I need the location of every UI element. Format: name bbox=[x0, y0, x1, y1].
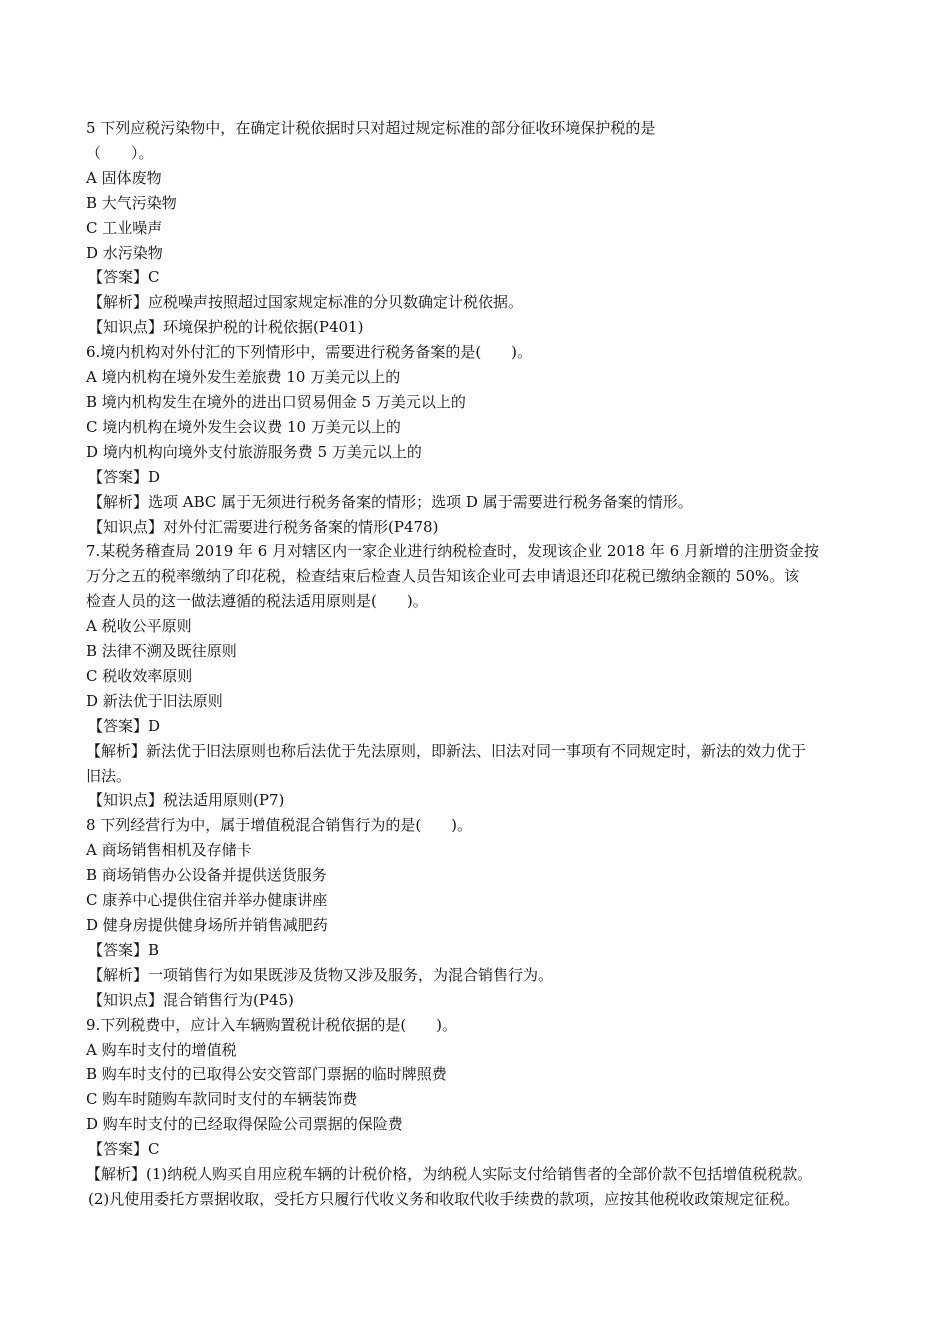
question-7-knowledge: 【知识点】税法适用原则(P7) bbox=[88, 791, 285, 810]
question-9-option-d: D 购车时支付的已经取得保险公司票据的保险费 bbox=[86, 1115, 403, 1134]
question-6-option-d: D 境内机构向境外支付旅游服务费 5 万美元以上的 bbox=[86, 442, 422, 461]
question-7-option-c: C 税收效率原则 bbox=[86, 666, 193, 685]
question-6-stem: 6.境内机构对外付汇的下列情形中，需要进行税务备案的是( )。 bbox=[86, 343, 533, 362]
question-7-analysis-line-2: 旧法。 bbox=[86, 766, 132, 785]
question-7-answer: 【答案】D bbox=[88, 716, 161, 735]
question-8-option-d: D 健身房提供健身场所并销售减肥药 bbox=[86, 916, 328, 934]
question-9-option-a: A 购车时支付的增值税 bbox=[86, 1040, 237, 1059]
question-8-analysis: 【解析】一项销售行为如果既涉及货物又涉及服务，为混合销售行为。 bbox=[88, 965, 554, 984]
question-7-option-a: A 税收公平原则 bbox=[86, 617, 192, 636]
question-5-answer: 【答案】C bbox=[88, 268, 160, 287]
question-9-option-c: C 购车时随购车款同时支付的车辆装饰费 bbox=[86, 1090, 358, 1109]
question-9 bbox=[86, 1013, 876, 1212]
question-7-analysis-line-1: 【解析】新法优于旧法原则也称后法优于先法原则，即新法、旧法对同一事项有不同规定时，新法的效力优于 bbox=[86, 741, 807, 760]
question-7-stem-line-3: 检查人员的这一做法遵循的税法适用原则是( )。 bbox=[86, 592, 428, 611]
question-6-option-c: C 境内机构在境外发生会议费 10 万美元以上的 bbox=[86, 417, 401, 436]
question-5-stem: 5 下列应税污染物中，在确定计税依据时只对超过规定标准的部分征收环境保护税的是 bbox=[86, 119, 656, 137]
question-8-option-a: A 商场销售相机及存储卡 bbox=[86, 841, 252, 860]
question-7-option-d: D 新法优于旧法原则 bbox=[86, 691, 223, 710]
question-6-analysis: 【解析】选项 ABC 属于无须进行税务备案的情形；选项 D 属于需要进行税务备案的情形。 bbox=[88, 492, 693, 511]
question-5-knowledge: 【知识点】环境保护税的计税依据(P401) bbox=[88, 318, 364, 337]
question-6-option-b: B 境内机构发生在境外的进出口贸易佣金 5 万美元以上的 bbox=[86, 392, 466, 411]
question-5 bbox=[86, 116, 876, 340]
question-8-knowledge: 【知识点】混合销售行为(P45) bbox=[88, 990, 294, 1009]
question-9-option-b: B 购车时支付的已取得公安交管部门票据的临时牌照费 bbox=[86, 1065, 447, 1084]
question-7 bbox=[86, 539, 876, 813]
question-5-analysis: 【解析】应税噪声按照超过国家规定标准的分贝数确定计税依据。 bbox=[88, 293, 524, 312]
question-6-knowledge: 【知识点】对外付汇需要进行税务备案的情形(P478) bbox=[88, 517, 439, 536]
question-8-stem: 8 下列经营行为中，属于增值税混合销售行为的是( )。 bbox=[86, 816, 473, 835]
question-7-stem-line-2: 万分之五的税率缴纳了印花税，检查结束后检查人员告知该企业可去申请退还印花税已缴纳金额的 50%。该 bbox=[86, 567, 800, 586]
question-8-option-c: C 康养中心提供住宿并举办健康讲座 bbox=[86, 891, 328, 910]
question-9-answer: 【答案】C bbox=[88, 1140, 160, 1159]
question-6-answer: 【答案】D bbox=[88, 467, 161, 486]
document-body bbox=[86, 116, 876, 1212]
question-8 bbox=[86, 813, 876, 1012]
question-5-option-d: D 水污染物 bbox=[86, 243, 163, 262]
question-5-option-b: B 大气污染物 bbox=[86, 193, 177, 212]
question-6 bbox=[86, 340, 876, 539]
question-6-option-a: A 境内机构在境外发生差旅费 10 万美元以上的 bbox=[86, 368, 401, 387]
question-8-answer: 【答案】B bbox=[88, 940, 160, 959]
question-5-stem-blank: （ ）。 bbox=[86, 143, 154, 162]
question-5-option-c: C 工业噪声 bbox=[86, 218, 163, 237]
question-9-analysis-line-2: (2)凡使用委托方票据收取，受托方只履行代收义务和收取代收手续费的款项，应按其他税收政策规定征税。 bbox=[88, 1189, 800, 1208]
question-8-option-b: B 商场销售办公设备并提供送货服务 bbox=[86, 866, 327, 885]
question-5-option-a: A 固体废物 bbox=[86, 168, 162, 187]
question-7-stem-line-1: 7.某税务稽查局 2019 年 6 月对辖区内一家企业进行纳税检查时，发现该企业 2018 年 6 月新增的注册资金按 bbox=[86, 542, 819, 561]
question-9-analysis-line-1: 【解析】(1)纳税人购买自用应税车辆的计税价格，为纳税人实际支付给销售者的全部价款不包括增值税税款。 bbox=[86, 1165, 813, 1184]
question-7-option-b: B 法律不溯及既往原则 bbox=[86, 642, 237, 661]
question-9-stem: 9.下列税费中，应计入车辆购置税计税依据的是( )。 bbox=[86, 1015, 458, 1034]
